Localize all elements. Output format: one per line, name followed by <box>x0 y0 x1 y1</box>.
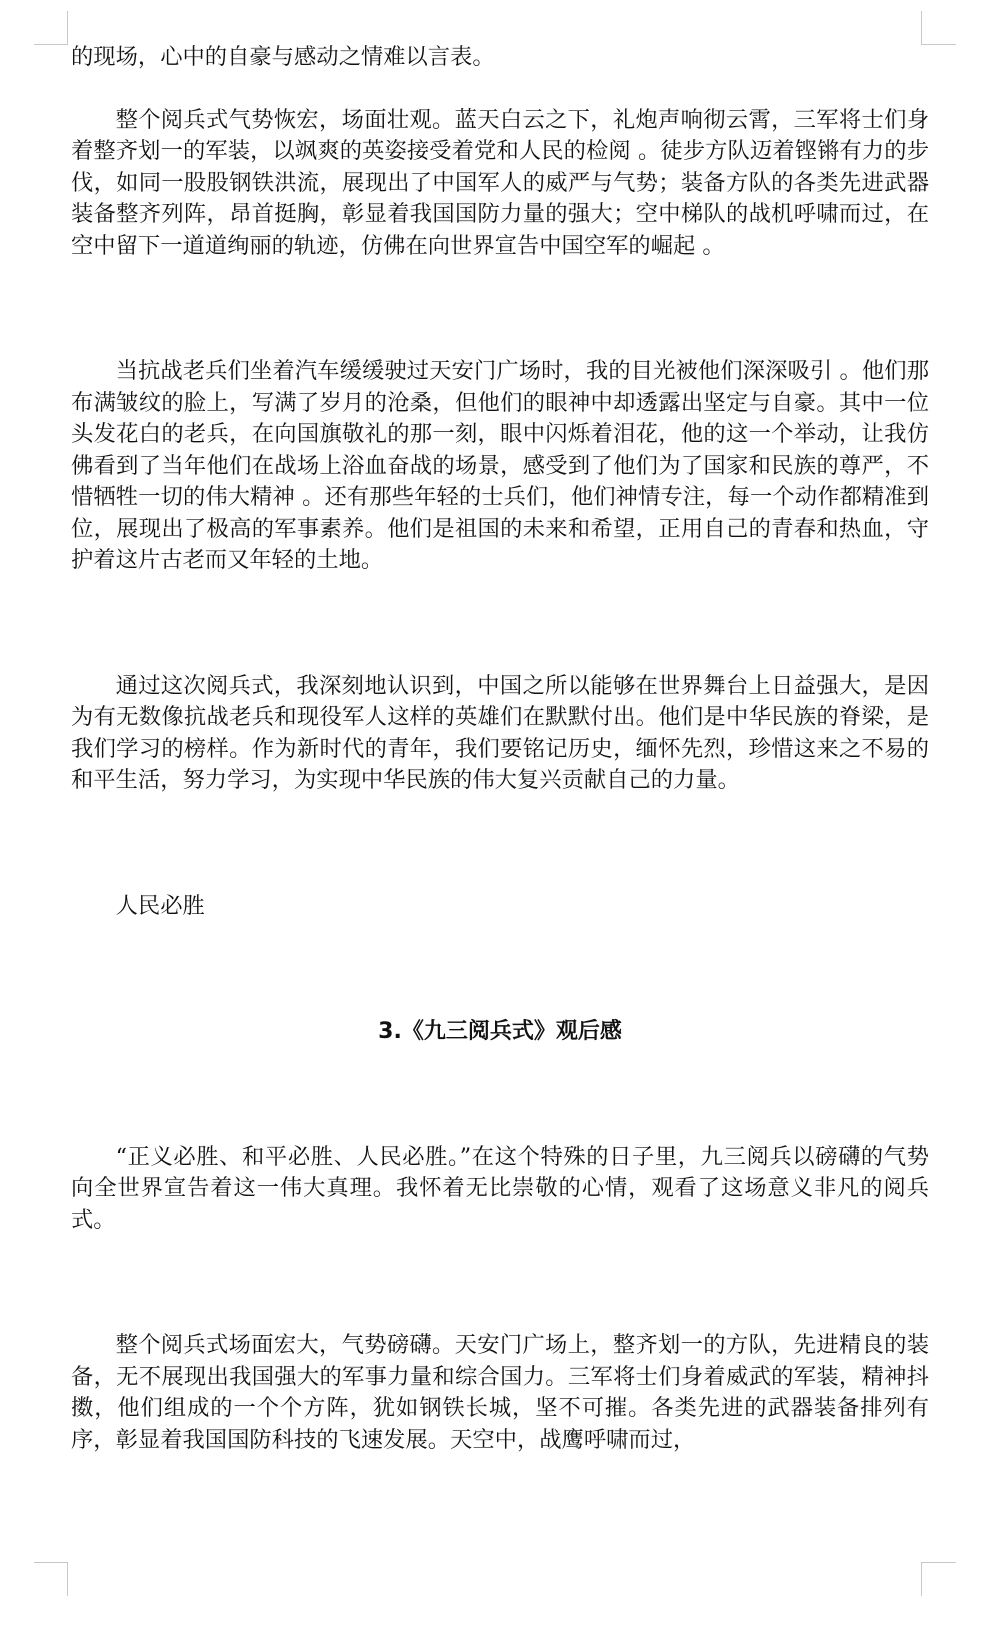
crop-mark-bottom-right-h <box>922 1562 956 1563</box>
section-heading: 3.《九三阅兵式》观后感 <box>378 1019 622 1044</box>
crop-mark-bottom-right-v <box>921 1562 922 1596</box>
paragraph-section-intro: “正义必胜、和平必胜、人民必胜。”在这个特殊的日子里，九三阅兵以磅礴的气势向全世界宣告着这一伟大真理。我怀着无比崇敬的心情，观看了这场意义非凡的阅兵式。 <box>71 1143 929 1233</box>
paragraph-section-scene: 整个阅兵式场面宏大，气势磅礴。天安门广场上，整齐划一的方队，先进精良的装备，无不展现出我国强大的军事力量和综合国力。三军将士们身着威武的军装，精神抖擞，他们组成的一个个方阵，犹如钢铁长城，坚不可摧。各类先进的武器装备排列有序，彰显着我国国防科技的飞速发展。天空中，战鹰呼啸而过， <box>71 1332 929 1453</box>
paragraph-reflection: 通过这次阅兵式，我深刻地认识到，中国之所以能够在世界舞台上日益强大，是因为有无数像抗战老兵和现役军人这样的英雄们在默默付出。他们是中华民族的脊梁，是我们学习的榜样。作为新时代的青年，我们要铭记历史，缅怀先烈，珍惜这来之不易的和平生活，努力学习，为实现中华民族的伟大复兴贡献自己的力量。 <box>71 672 929 793</box>
crop-mark-top-right-v <box>921 11 922 45</box>
paragraph-parade-scene: 整个阅兵式气势恢宏，场面壮观。蓝天白云之下，礼炮声响彻云霄，三军将士们身着整齐划一的军装，以飒爽的英姿接受着党和人民的检阅 。徒步方队迈着铿锵有力的步伐，如同一股股钢铁洪流，展现出了中国军人的威严与气势；装备方队的各类先进武器装备整齐列阵，昂首挺胸，彰显着我国国防力量的强大；空中梯队的战机呼啸而过，在空中留下一道道绚丽的轨迹，仿佛在向世界宣告中国空军的崛起 。 <box>71 106 929 259</box>
paragraph-continued: 的现场，心中的自豪与感动之情难以言表。 <box>71 44 495 70</box>
crop-mark-top-left-v <box>67 11 68 45</box>
crop-mark-bottom-left-h <box>34 1562 68 1563</box>
document-body <box>71 42 929 1456</box>
paragraph-veterans: 当抗战老兵们坐着汽车缓缓驶过天安门广场时，我的目光被他们深深吸引 。他们那布满皱纹的脸上，写满了岁月的沧桑，但他们的眼神中却透露出坚定与自豪。其中一位头发花白的老兵，在向国旗敬礼的那一刻，眼中闪烁着泪花，他的这一个举动，让我仿佛看到了当年他们在战场上浴血奋战的场景，感受到了他们为了国家和民族的尊严，不惜牺牲一切的伟大精神 。还有那些年轻的士兵们，他们神情专注，每一个动作都精准到位，展现出了极高的军事素养。他们是祖国的未来和希望，正用自己的青春和热血，守护着这片古老而又年轻的土地。 <box>71 358 929 573</box>
crop-mark-top-left-h <box>34 44 68 45</box>
crop-mark-bottom-left-v <box>67 1562 68 1596</box>
paragraph-slogan: 人民必胜 <box>115 892 205 919</box>
